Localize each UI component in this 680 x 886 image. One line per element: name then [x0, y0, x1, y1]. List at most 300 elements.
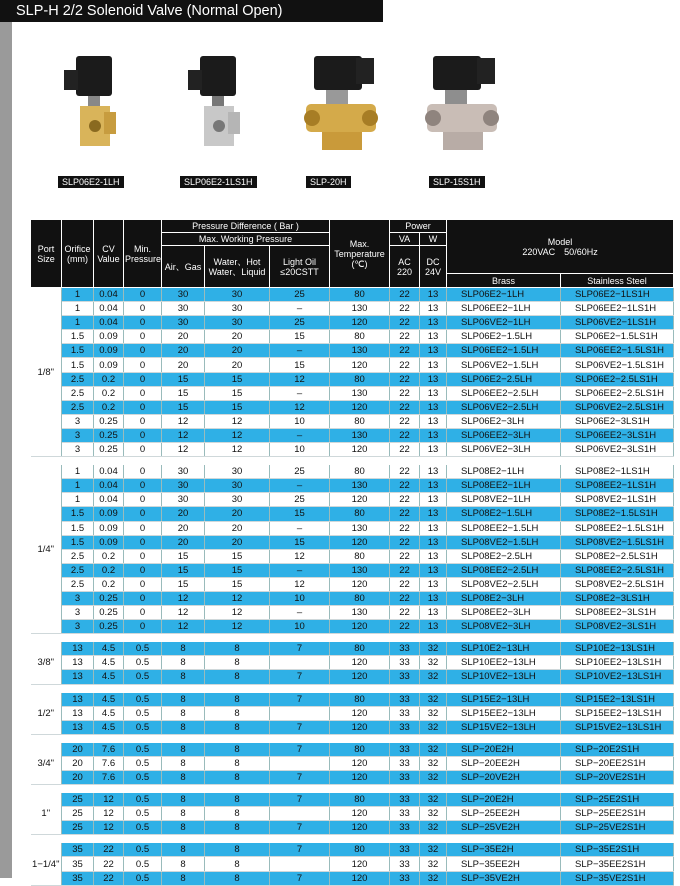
model-brass-cell: SLP08EE2−3LH — [447, 606, 561, 620]
air-gas-cell: 30 — [162, 479, 205, 493]
model-brass-cell: SLP06E2−2.5LH — [447, 372, 561, 386]
orifice-cell: 35 — [62, 843, 94, 857]
model-brass-cell: SLP15EE2−13LH — [447, 706, 561, 720]
orifice-cell: 20 — [62, 771, 94, 785]
air-gas-cell: 15 — [162, 577, 205, 591]
cv-cell: 12 — [94, 821, 124, 835]
water-cell: 30 — [205, 465, 270, 479]
ac-va-cell: 22 — [390, 358, 420, 372]
ac-va-cell: 33 — [390, 720, 420, 734]
cv-cell: 0.09 — [94, 535, 124, 549]
air-gas-cell: 30 — [162, 288, 205, 302]
orifice-cell: 1 — [62, 465, 94, 479]
ac-va-cell: 33 — [390, 670, 420, 684]
dc-w-cell: 13 — [420, 535, 447, 549]
water-cell: 8 — [205, 756, 270, 770]
dc-w-cell: 13 — [420, 288, 447, 302]
model-stainless-cell: SLP08VE2−1.5LS1H — [561, 535, 674, 549]
max-temp-cell: 120 — [330, 443, 390, 457]
table-row — [31, 756, 674, 770]
light-oil-cell: 7 — [270, 871, 330, 885]
dc-w-cell: 32 — [420, 743, 447, 757]
model-brass-cell: SLP06E2−1.5LH — [447, 330, 561, 344]
model-stainless-cell: SLP15EE2−13LS1H — [561, 706, 674, 720]
ac-va-cell: 33 — [390, 756, 420, 770]
cv-cell: 4.5 — [94, 642, 124, 656]
air-gas-cell: 20 — [162, 330, 205, 344]
table-row — [31, 771, 674, 785]
group-spacer — [31, 684, 674, 693]
header-orifice: Orifice (mm) — [62, 220, 94, 288]
water-cell: 15 — [205, 372, 270, 386]
model-stainless-cell: SLP06VE2−1LS1H — [561, 316, 674, 330]
cv-cell: 0.04 — [94, 288, 124, 302]
air-gas-cell: 8 — [162, 871, 205, 885]
cv-cell: 7.6 — [94, 771, 124, 785]
min-pressure-cell: 0 — [124, 591, 162, 605]
port-size-cell: 1/4" — [31, 465, 62, 634]
header-cv: CV Value — [94, 220, 124, 288]
air-gas-cell: 8 — [162, 642, 205, 656]
max-temp-cell: 80 — [330, 793, 390, 807]
header-port-size: Port Size — [31, 220, 62, 288]
air-gas-cell: 20 — [162, 521, 205, 535]
model-stainless-cell: SLP−35EE2S1H — [561, 857, 674, 871]
group-spacer — [31, 457, 674, 466]
table-row — [31, 720, 674, 734]
max-temp-cell: 80 — [330, 465, 390, 479]
orifice-cell: 13 — [62, 670, 94, 684]
ac-va-cell: 22 — [390, 288, 420, 302]
table-row — [31, 330, 674, 344]
dc-w-cell: 13 — [420, 443, 447, 457]
header-air-gas: Air、Gas — [162, 246, 205, 288]
ac-va-cell: 33 — [390, 871, 420, 885]
water-cell: 8 — [205, 720, 270, 734]
model-stainless-cell: SLP08VE2−3LS1H — [561, 620, 674, 634]
table-row — [31, 843, 674, 857]
min-pressure-cell: 0.5 — [124, 771, 162, 785]
product-photo-3 — [296, 48, 396, 188]
water-cell: 20 — [205, 358, 270, 372]
cv-cell: 22 — [94, 871, 124, 885]
orifice-cell: 1.5 — [62, 521, 94, 535]
dc-w-cell: 13 — [420, 372, 447, 386]
model-stainless-cell: SLP−20EE2S1H — [561, 756, 674, 770]
water-cell: 15 — [205, 577, 270, 591]
ac-va-cell: 22 — [390, 428, 420, 442]
water-cell: 30 — [205, 316, 270, 330]
water-cell: 8 — [205, 642, 270, 656]
table-row — [31, 400, 674, 414]
dc-w-cell: 13 — [420, 386, 447, 400]
dc-w-cell: 13 — [420, 465, 447, 479]
model-brass-cell: SLP06EE2−3LH — [447, 428, 561, 442]
table-row — [31, 743, 674, 757]
group-spacer — [31, 835, 674, 844]
cv-cell: 0.04 — [94, 465, 124, 479]
max-temp-cell: 130 — [330, 563, 390, 577]
table-row — [31, 372, 674, 386]
table-row — [31, 344, 674, 358]
air-gas-cell: 20 — [162, 344, 205, 358]
light-oil-cell: – — [270, 428, 330, 442]
water-cell: 8 — [205, 871, 270, 885]
ac-va-cell: 22 — [390, 620, 420, 634]
orifice-cell: 3 — [62, 414, 94, 428]
light-oil-cell: 25 — [270, 493, 330, 507]
cv-cell: 0.25 — [94, 443, 124, 457]
orifice-cell: 35 — [62, 871, 94, 885]
cv-cell: 7.6 — [94, 743, 124, 757]
orifice-cell: 13 — [62, 642, 94, 656]
min-pressure-cell: 0 — [124, 465, 162, 479]
light-oil-cell: 7 — [270, 793, 330, 807]
air-gas-cell: 15 — [162, 549, 205, 563]
product-photos — [46, 48, 526, 198]
dc-w-cell: 13 — [420, 563, 447, 577]
dc-w-cell: 32 — [420, 857, 447, 871]
min-pressure-cell: 0 — [124, 386, 162, 400]
min-pressure-cell: 0.5 — [124, 871, 162, 885]
dc-w-cell: 32 — [420, 756, 447, 770]
group-spacer — [31, 785, 674, 794]
air-gas-cell: 15 — [162, 563, 205, 577]
water-cell: 8 — [205, 843, 270, 857]
dc-w-cell: 13 — [420, 414, 447, 428]
max-temp-cell: 120 — [330, 807, 390, 821]
cv-cell: 0.09 — [94, 358, 124, 372]
model-brass-cell: SLP06VE2−3LH — [447, 443, 561, 457]
max-temp-cell: 120 — [330, 358, 390, 372]
orifice-cell: 2.5 — [62, 386, 94, 400]
model-brass-cell: SLP06VE2−1LH — [447, 316, 561, 330]
orifice-cell: 13 — [62, 720, 94, 734]
water-cell: 30 — [205, 479, 270, 493]
model-brass-cell: SLP08VE2−1LH — [447, 493, 561, 507]
air-gas-cell: 30 — [162, 493, 205, 507]
max-temp-cell: 130 — [330, 386, 390, 400]
ac-va-cell: 22 — [390, 344, 420, 358]
min-pressure-cell: 0 — [124, 549, 162, 563]
dc-w-cell: 32 — [420, 693, 447, 707]
min-pressure-cell: 0.5 — [124, 656, 162, 670]
orifice-cell: 1 — [62, 479, 94, 493]
cv-cell: 4.5 — [94, 706, 124, 720]
air-gas-cell: 8 — [162, 656, 205, 670]
cv-cell: 4.5 — [94, 670, 124, 684]
water-cell: 8 — [205, 706, 270, 720]
header-pressure-difference: Pressure Difference ( Bar ) — [162, 220, 330, 233]
cv-cell: 22 — [94, 857, 124, 871]
table-row — [31, 414, 674, 428]
orifice-cell: 13 — [62, 693, 94, 707]
product-photo-1 — [46, 48, 146, 188]
port-size-cell: 3/4" — [31, 743, 62, 785]
model-stainless-cell: SLP06EE2−3LS1H — [561, 428, 674, 442]
side-stripe — [0, 0, 12, 878]
dc-w-cell: 13 — [420, 344, 447, 358]
light-oil-cell: 15 — [270, 507, 330, 521]
cv-cell: 0.2 — [94, 549, 124, 563]
model-brass-cell: SLP15VE2−13LH — [447, 720, 561, 734]
header-model-label: Model — [547, 236, 573, 247]
air-gas-cell: 12 — [162, 620, 205, 634]
orifice-cell: 1.5 — [62, 358, 94, 372]
orifice-cell: 2.5 — [62, 400, 94, 414]
air-gas-cell: 8 — [162, 793, 205, 807]
air-gas-cell: 30 — [162, 302, 205, 316]
cv-cell: 0.04 — [94, 316, 124, 330]
light-oil-cell: 15 — [270, 330, 330, 344]
model-stainless-cell: SLP08E2−3LS1H — [561, 591, 674, 605]
photo-caption: SLP06E2-1LS1H — [180, 176, 257, 188]
water-cell: 8 — [205, 693, 270, 707]
cv-cell: 0.25 — [94, 620, 124, 634]
orifice-cell: 25 — [62, 793, 94, 807]
max-temp-cell: 130 — [330, 479, 390, 493]
model-stainless-cell: SLP−25VE2S1H — [561, 821, 674, 835]
light-oil-cell: 12 — [270, 372, 330, 386]
min-pressure-cell: 0.5 — [124, 642, 162, 656]
cv-cell: 0.09 — [94, 344, 124, 358]
ac-va-cell: 33 — [390, 857, 420, 871]
orifice-cell: 1 — [62, 288, 94, 302]
table-row — [31, 507, 674, 521]
air-gas-cell: 8 — [162, 843, 205, 857]
air-gas-cell: 8 — [162, 821, 205, 835]
dc-w-cell: 13 — [420, 493, 447, 507]
cv-cell: 0.04 — [94, 479, 124, 493]
water-cell: 15 — [205, 549, 270, 563]
ac-va-cell: 22 — [390, 606, 420, 620]
max-temp-cell: 80 — [330, 330, 390, 344]
light-oil-cell: 7 — [270, 670, 330, 684]
max-temp-cell: 120 — [330, 821, 390, 835]
water-cell: 12 — [205, 591, 270, 605]
table-row — [31, 302, 674, 316]
table-row — [31, 793, 674, 807]
orifice-cell: 1 — [62, 316, 94, 330]
min-pressure-cell: 0.5 — [124, 720, 162, 734]
air-gas-cell: 8 — [162, 720, 205, 734]
water-cell: 12 — [205, 620, 270, 634]
water-cell: 30 — [205, 302, 270, 316]
model-stainless-cell: SLP08VE2−1LS1H — [561, 493, 674, 507]
dc-w-cell: 13 — [420, 620, 447, 634]
light-oil-cell: 15 — [270, 535, 330, 549]
model-brass-cell: SLP06EE2−1LH — [447, 302, 561, 316]
min-pressure-cell: 0.5 — [124, 821, 162, 835]
model-stainless-cell: SLP−25EE2S1H — [561, 807, 674, 821]
max-temp-cell: 80 — [330, 549, 390, 563]
model-stainless-cell: SLP06EE2−1LS1H — [561, 302, 674, 316]
air-gas-cell: 12 — [162, 428, 205, 442]
orifice-cell: 20 — [62, 743, 94, 757]
max-temp-cell: 120 — [330, 771, 390, 785]
port-size-cell: 1" — [31, 793, 62, 835]
spec-table-body — [31, 288, 674, 886]
min-pressure-cell: 0.5 — [124, 706, 162, 720]
air-gas-cell: 8 — [162, 756, 205, 770]
dc-w-cell: 32 — [420, 670, 447, 684]
cv-cell: 0.09 — [94, 330, 124, 344]
model-stainless-cell: SLP08E2−2.5LS1H — [561, 549, 674, 563]
ac-va-cell: 22 — [390, 372, 420, 386]
dc-w-cell: 13 — [420, 330, 447, 344]
table-row — [31, 871, 674, 885]
min-pressure-cell: 0 — [124, 330, 162, 344]
max-temp-cell: 120 — [330, 670, 390, 684]
model-stainless-cell: SLP06VE2−2.5LS1H — [561, 400, 674, 414]
ac-va-cell: 22 — [390, 507, 420, 521]
table-row — [31, 358, 674, 372]
min-pressure-cell: 0.5 — [124, 756, 162, 770]
model-brass-cell: SLP06EE2−1.5LH — [447, 344, 561, 358]
model-stainless-cell: SLP06E2−1LS1H — [561, 288, 674, 302]
orifice-cell: 35 — [62, 857, 94, 871]
table-row — [31, 479, 674, 493]
orifice-cell: 3 — [62, 428, 94, 442]
min-pressure-cell: 0 — [124, 535, 162, 549]
ac-va-cell: 22 — [390, 493, 420, 507]
cv-cell: 0.2 — [94, 577, 124, 591]
orifice-cell: 1.5 — [62, 507, 94, 521]
cv-cell: 0.2 — [94, 386, 124, 400]
model-brass-cell: SLP−20E2H — [447, 743, 561, 757]
header-brass: Brass — [447, 274, 561, 288]
cv-cell: 7.6 — [94, 756, 124, 770]
orifice-cell: 25 — [62, 807, 94, 821]
model-stainless-cell: SLP15VE2−13LS1H — [561, 720, 674, 734]
max-temp-cell: 120 — [330, 871, 390, 885]
model-brass-cell: SLP08E2−2.5LH — [447, 549, 561, 563]
max-temp-cell: 130 — [330, 428, 390, 442]
model-brass-cell: SLP−35VE2H — [447, 871, 561, 885]
light-oil-cell: 7 — [270, 843, 330, 857]
light-oil-cell — [270, 857, 330, 871]
min-pressure-cell: 0 — [124, 493, 162, 507]
ac-va-cell: 22 — [390, 521, 420, 535]
light-oil-cell: 7 — [270, 771, 330, 785]
min-pressure-cell: 0 — [124, 479, 162, 493]
air-gas-cell: 15 — [162, 372, 205, 386]
max-temp-cell: 120 — [330, 577, 390, 591]
max-temp-cell: 80 — [330, 693, 390, 707]
max-temp-cell: 130 — [330, 344, 390, 358]
dc-w-cell: 13 — [420, 577, 447, 591]
light-oil-cell: 15 — [270, 358, 330, 372]
cv-cell: 0.25 — [94, 591, 124, 605]
cv-cell: 12 — [94, 793, 124, 807]
light-oil-cell: 25 — [270, 465, 330, 479]
dc-w-cell: 32 — [420, 706, 447, 720]
model-brass-cell: SLP06E2−3LH — [447, 414, 561, 428]
header-power: Power — [390, 220, 447, 233]
product-photo-4 — [421, 48, 521, 188]
light-oil-cell — [270, 656, 330, 670]
model-brass-cell: SLP−25VE2H — [447, 821, 561, 835]
min-pressure-cell: 0 — [124, 372, 162, 386]
orifice-cell: 2.5 — [62, 549, 94, 563]
header-dc: DC 24V — [420, 246, 447, 288]
dc-w-cell: 13 — [420, 302, 447, 316]
ac-va-cell: 33 — [390, 821, 420, 835]
table-row — [31, 693, 674, 707]
min-pressure-cell: 0 — [124, 302, 162, 316]
air-gas-cell: 8 — [162, 693, 205, 707]
air-gas-cell: 12 — [162, 591, 205, 605]
ac-va-cell: 33 — [390, 642, 420, 656]
orifice-cell: 13 — [62, 656, 94, 670]
orifice-cell: 3 — [62, 620, 94, 634]
water-cell: 8 — [205, 793, 270, 807]
table-row — [31, 493, 674, 507]
header-va: VA — [390, 233, 420, 246]
model-stainless-cell: SLP06VE2−3LS1H — [561, 443, 674, 457]
light-oil-cell: – — [270, 521, 330, 535]
table-row — [31, 656, 674, 670]
header-light-oil: Light Oil ≤20CSTT — [270, 246, 330, 288]
max-temp-cell: 120 — [330, 620, 390, 634]
dc-w-cell: 32 — [420, 821, 447, 835]
ac-va-cell: 33 — [390, 793, 420, 807]
light-oil-cell: 7 — [270, 720, 330, 734]
min-pressure-cell: 0.5 — [124, 843, 162, 857]
model-brass-cell: SLP−25EE2H — [447, 807, 561, 821]
model-brass-cell: SLP−20VE2H — [447, 771, 561, 785]
light-oil-cell: – — [270, 479, 330, 493]
ac-va-cell: 22 — [390, 316, 420, 330]
port-size-cell: 3/8" — [31, 642, 62, 684]
header-ac: AC 220 — [390, 246, 420, 288]
cv-cell: 0.04 — [94, 302, 124, 316]
ac-va-cell: 22 — [390, 563, 420, 577]
port-size-cell: 1/2" — [31, 693, 62, 735]
dc-w-cell: 32 — [420, 871, 447, 885]
water-cell: 15 — [205, 400, 270, 414]
max-temp-cell: 80 — [330, 642, 390, 656]
orifice-cell: 1.5 — [62, 330, 94, 344]
max-temp-cell: 120 — [330, 493, 390, 507]
air-gas-cell: 8 — [162, 807, 205, 821]
min-pressure-cell: 0 — [124, 606, 162, 620]
air-gas-cell: 12 — [162, 443, 205, 457]
orifice-cell: 1 — [62, 302, 94, 316]
light-oil-cell: – — [270, 302, 330, 316]
model-stainless-cell: SLP06EE2−2.5LS1H — [561, 386, 674, 400]
spec-table — [30, 219, 674, 886]
min-pressure-cell: 0 — [124, 358, 162, 372]
model-brass-cell: SLP06VE2−1.5LH — [447, 358, 561, 372]
model-brass-cell: SLP06EE2−2.5LH — [447, 386, 561, 400]
photo-caption: SLP06E2-1LH — [58, 176, 124, 188]
model-brass-cell: SLP10VE2−13LH — [447, 670, 561, 684]
ac-va-cell: 22 — [390, 414, 420, 428]
min-pressure-cell: 0 — [124, 507, 162, 521]
air-gas-cell: 20 — [162, 535, 205, 549]
min-pressure-cell: 0 — [124, 443, 162, 457]
model-stainless-cell: SLP−35VE2S1H — [561, 871, 674, 885]
photo-caption: SLP-20H — [306, 176, 351, 188]
water-cell: 12 — [205, 428, 270, 442]
table-row — [31, 606, 674, 620]
model-brass-cell: SLP08E2−1.5LH — [447, 507, 561, 521]
light-oil-cell — [270, 807, 330, 821]
max-temp-cell: 130 — [330, 606, 390, 620]
cv-cell: 22 — [94, 843, 124, 857]
dc-w-cell: 13 — [420, 606, 447, 620]
